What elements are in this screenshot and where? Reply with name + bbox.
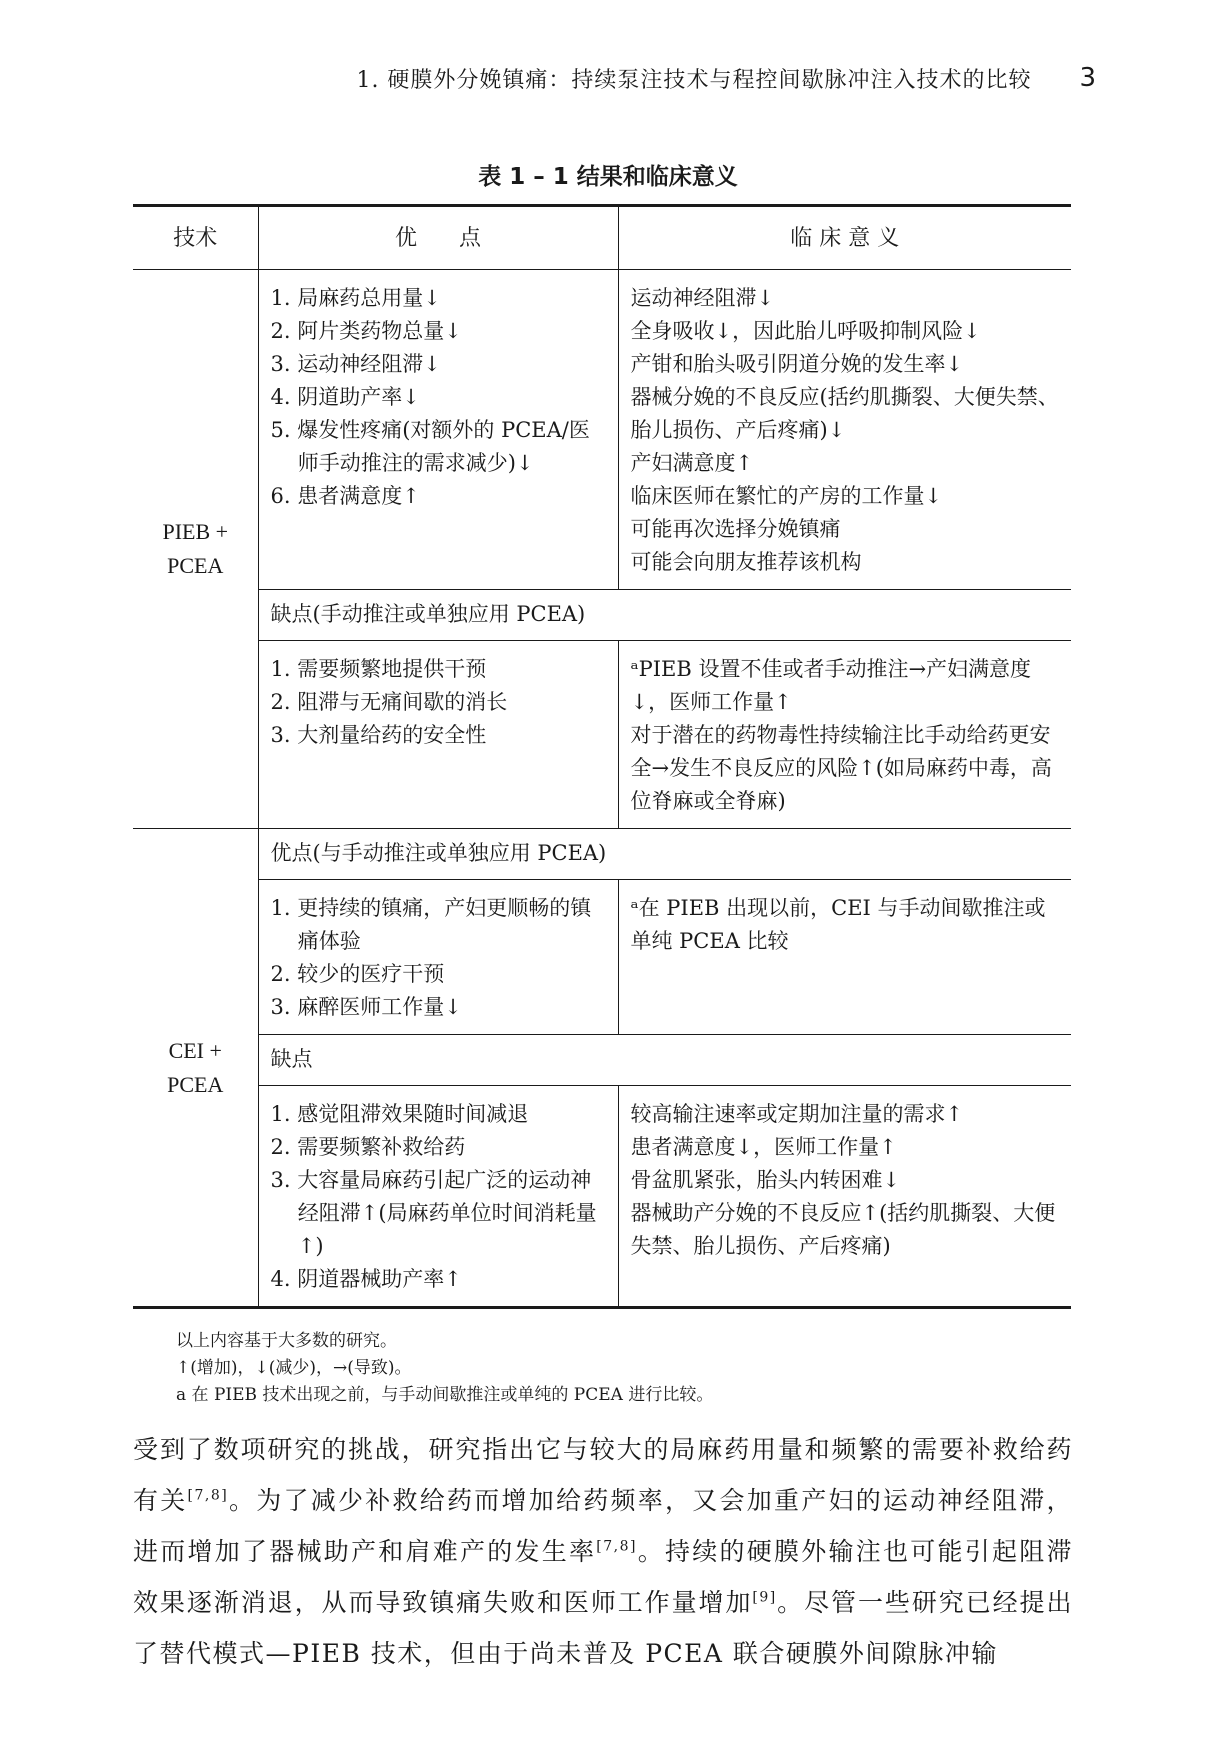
citation: [9] (752, 1589, 777, 1606)
cei-disadvantages-cell (258, 1086, 618, 1308)
pieb-disadv-significance-cell (618, 641, 1071, 829)
list-item: 器械助产分娩的不良反应↑(括约肌撕裂、大便失禁、胎儿损伤、产后疼痛) (630, 1201, 1056, 1258)
list-item: 3. 麻醉医师工作量↓ (270, 995, 462, 1019)
list-item: 临床医师在繁忙的产房的工作量↓ (630, 484, 943, 508)
technique-pieb-line1: PIEB + (162, 519, 229, 544)
list-item: 1. 需要频繁地提供干预 (270, 657, 487, 681)
list-item: 产钳和胎头吸引阴道分娩的发生率↓ (630, 352, 964, 376)
pieb-disadvantages-row (133, 641, 1071, 829)
technique-cei (133, 829, 258, 1308)
technique-pieb-line2: PCEA (167, 553, 224, 578)
body-paragraph: 受到了数项研究的挑战，研究指出它与较大的局麻药用量和频繁的需要补救给药有关[7,8]。为了减少补救给药而增加给药频率，又会加重产妇的运动神经阻滞，进而增加了器械助产和肩难产的发生率[7,8]。持续的硬膜外输注也可能引起阻滞效果逐渐消退，从而导致镇痛失败和医师工作量增加[9]。尽管一些研究已经提出了替代模式—PIEB 技术，但由于尚未普及 PCEA 联合硬膜外间隙脉冲输 (133, 1435, 1073, 1668)
page-number: 3 (1079, 63, 1096, 93)
table-caption: 表 1 – 1 结果和临床意义 (478, 164, 738, 190)
citation: [7,8] (596, 1538, 637, 1555)
note-line: 以上内容基于大多数的研究。 (176, 1331, 397, 1351)
running-title: 1. 硬膜外分娩镇痛：持续泵注技术与程控间歇脉冲注入技术的比较 (356, 67, 1032, 93)
cei-advantages-row (133, 880, 1071, 1035)
list-item: 1. 感觉阻滞效果随时间减退 (270, 1102, 529, 1126)
cei-adv-heading-row (133, 829, 1071, 880)
note-line: a 在 PIEB 技术出现之前，与手动间歇推注或单纯的 PCEA 进行比较。 (176, 1385, 714, 1405)
list-item: 1. 局麻药总用量↓ (270, 286, 441, 310)
list-item: 骨盆肌紧张，胎头内转困难↓ (630, 1168, 901, 1192)
cei-disadv-heading: 缺点 (258, 1035, 1071, 1086)
list-item: 6. 患者满意度↑ (270, 484, 420, 508)
results-table (133, 204, 1071, 1309)
list-item: 产妇满意度↑ (630, 451, 754, 475)
list-item: 全身吸收↓，因此胎儿呼吸抑制风险↓ (630, 319, 981, 343)
list-item: 2. 较少的医疗干预 (270, 962, 445, 986)
list-item: 4. 阴道器械助产率↑ (270, 1267, 462, 1291)
list-item: 可能会向朋友推荐该机构 (630, 550, 862, 574)
list-item: 较高输注速率或定期加注量的需求↑ (630, 1102, 964, 1126)
cei-disadvantages-row (133, 1086, 1071, 1308)
cei-advantages-cell (258, 880, 618, 1035)
cei-disadv-significance-cell (618, 1086, 1071, 1308)
list-item: 患者满意度↓，医师工作量↑ (630, 1135, 897, 1159)
list-item: 3. 大容量局麻药引起广泛的运动神经阻滞↑(局麻药单位时间消耗量↑) (270, 1168, 597, 1258)
pieb-disadvantages-cell (258, 641, 618, 829)
list-item: 3. 大剂量给药的安全性 (270, 723, 487, 747)
list-item: 可能再次选择分娩镇痛 (630, 517, 841, 541)
cei-adv-significance-cell (618, 880, 1071, 1035)
note-line: ↑(增加)，↓(减少)，→(导致)。 (176, 1358, 412, 1378)
pieb-advantages-row (133, 270, 1071, 590)
list-item: 4. 阴道助产率↓ (270, 385, 420, 409)
list-item: 运动神经阻滞↓ (630, 286, 775, 310)
technique-cei-line1: CEI + (168, 1037, 222, 1063)
list-item: 1. 更持续的镇痛，产妇更顺畅的镇痛体验 (270, 896, 592, 953)
pieb-advantages-cell (258, 270, 618, 590)
list-item: 2. 阻滞与无痛间歇的消长 (270, 690, 508, 714)
cei-adv-heading: 优点(与手动推注或单独应用 PCEA) (258, 829, 1071, 880)
pieb-disadv-heading: 缺点(手动推注或单独应用 PCEA) (258, 590, 1071, 641)
citation: [7,8] (187, 1487, 229, 1504)
running-head (120, 58, 1096, 98)
table-header-row (133, 206, 1071, 270)
header-significance: 临 床 意 义 (618, 206, 1071, 270)
list-item: 3. 运动神经阻滞↓ (270, 352, 441, 376)
list-item: 5. 爆发性疼痛(对额外的 PCEA/医师手动推注的需求减少)↓ (270, 418, 590, 475)
pieb-significance-cell (618, 270, 1071, 590)
table-notes (176, 1328, 713, 1409)
list-item: ᵃPIEB 设置不佳或者手动推注→产妇满意度↓，医师工作量↑ (630, 657, 1032, 714)
technique-pieb (133, 270, 258, 829)
cei-disadv-heading-row (133, 1035, 1071, 1086)
list-item: 2. 需要频繁补救给药 (270, 1135, 466, 1159)
list-item: ᵃ在 PIEB 出现以前，CEI 与手动间歇推注或单纯 PCEA 比较 (630, 896, 1046, 953)
pieb-disadv-heading-row (133, 590, 1071, 641)
list-item: 对于潜在的药物毒性持续输注比手动给药更安全→发生不良反应的风险↑(如局麻药中毒，高位脊麻或全脊麻) (630, 723, 1052, 813)
list-item: 2. 阿片类药物总量↓ (270, 319, 462, 343)
technique-cei-line2: PCEA (167, 1071, 224, 1097)
header-advantages: 优 点 (258, 206, 618, 270)
header-technique: 技术 (133, 206, 258, 270)
list-item: 器械分娩的不良反应(括约肌撕裂、大便失禁、胎儿损伤、产后疼痛)↓ (630, 385, 1059, 442)
